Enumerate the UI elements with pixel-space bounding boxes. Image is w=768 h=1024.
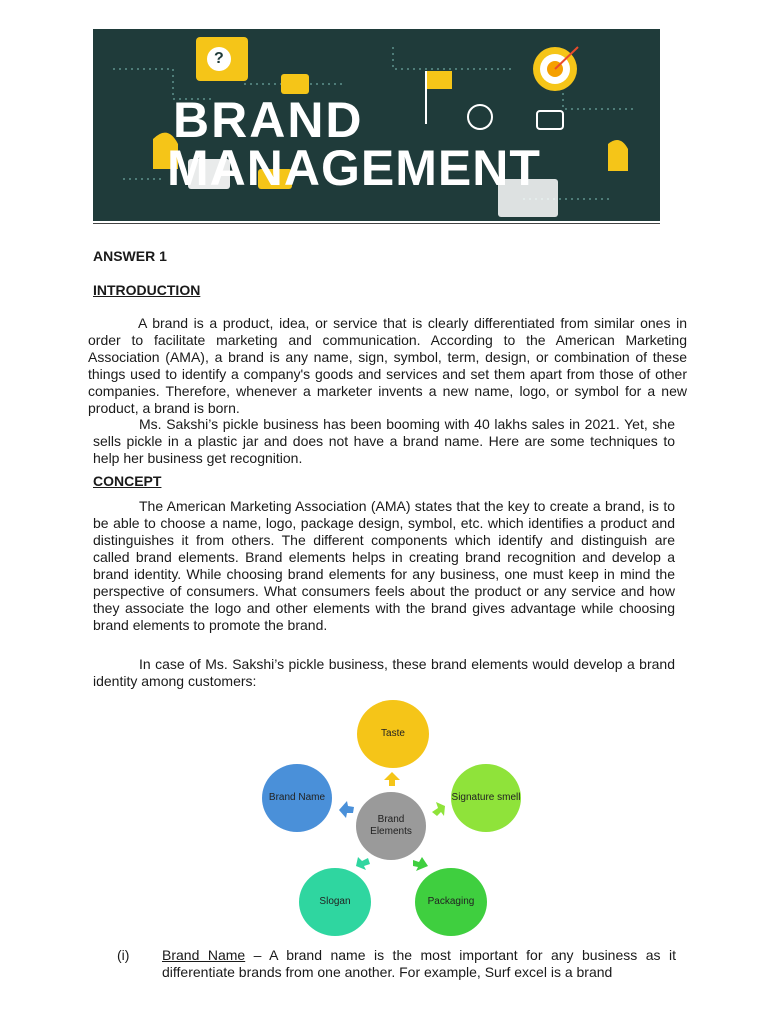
introduction-heading: INTRODUCTION [93, 282, 201, 298]
node-taste: Taste [357, 700, 429, 768]
concept-heading: CONCEPT [93, 473, 162, 489]
arrow-to-slogan-icon [356, 857, 370, 870]
node-brand-name: Brand Name [262, 764, 332, 832]
banner-divider [93, 223, 660, 224]
arrow-to-taste-icon [384, 772, 400, 786]
intro-paragraph-2: Ms. Sakshi’s pickle business has been booming with 40 lakhs sales in 2021. Yet, she sells pickle in a plastic jar and does not have a brand name. Here are some techniques to help her business get recognition. [93, 416, 675, 466]
arrow-to-packaging-icon [413, 857, 428, 871]
clock-icon [468, 105, 492, 129]
node-signature-smell: Signature smell [451, 764, 521, 832]
target-icon [533, 47, 578, 91]
thumbs-up-right-icon [608, 140, 628, 171]
banner-title-line1: BRAND [173, 92, 364, 148]
arrow-to-brand-name-icon [339, 801, 354, 818]
brand-management-banner [93, 29, 660, 221]
banner-title-line2: MANAGEMENT [167, 140, 541, 196]
intro-paragraph-1: A brand is a product, idea, or service that is clearly differentiated from similar ones in order to facilitate marketing and communication. According to the American Marketing Association (AMA), a brand is any name, sign, symbol, term, design, or combination of these things used to identify a company's goods and services and set them apart from those of other companies. Therefore, whenever a marketer invents a new name, logo, or symbol for a new product, a brand is born. [88, 315, 687, 416]
flag-icon [426, 71, 452, 124]
list-item-text: Brand Name – A brand name is the most important for any business as it differentiate brands from one another. For example, Surf excel is a brand [162, 947, 676, 980]
node-packaging: Packaging [415, 868, 487, 936]
concept-paragraph-2: In case of Ms. Sakshi’s pickle business, these brand elements would develop a brand identity among customers: [93, 656, 675, 689]
concept-paragraph-1: The American Marketing Association (AMA) states that the key to create a brand, is to be able to choose a name, logo, package design, symbol, etc. which identifies a product and distinguishes it from others. The different components which identify and distinguish are called brand elements. Brand elements helps in creating brand recognition and develop a brand identity. While choosing brand elements for any business, one must keep in mind the perspective of consumers. What consumers feels about the product or any service and how they associate the logo and other elements with the brand gives advantage while choosing brand elements to promote the brand. [93, 498, 675, 633]
list-item-number: (i) [117, 947, 130, 963]
answer-heading: ANSWER 1 [93, 248, 167, 264]
question-mark-text: ? [214, 50, 224, 67]
brand-name-term: Brand Name [162, 947, 246, 963]
node-slogan: Slogan [299, 868, 371, 936]
arrow-to-signature-icon [432, 802, 445, 816]
node-brand-elements-center: Brand Elements [356, 792, 426, 860]
video-icon [537, 111, 563, 129]
